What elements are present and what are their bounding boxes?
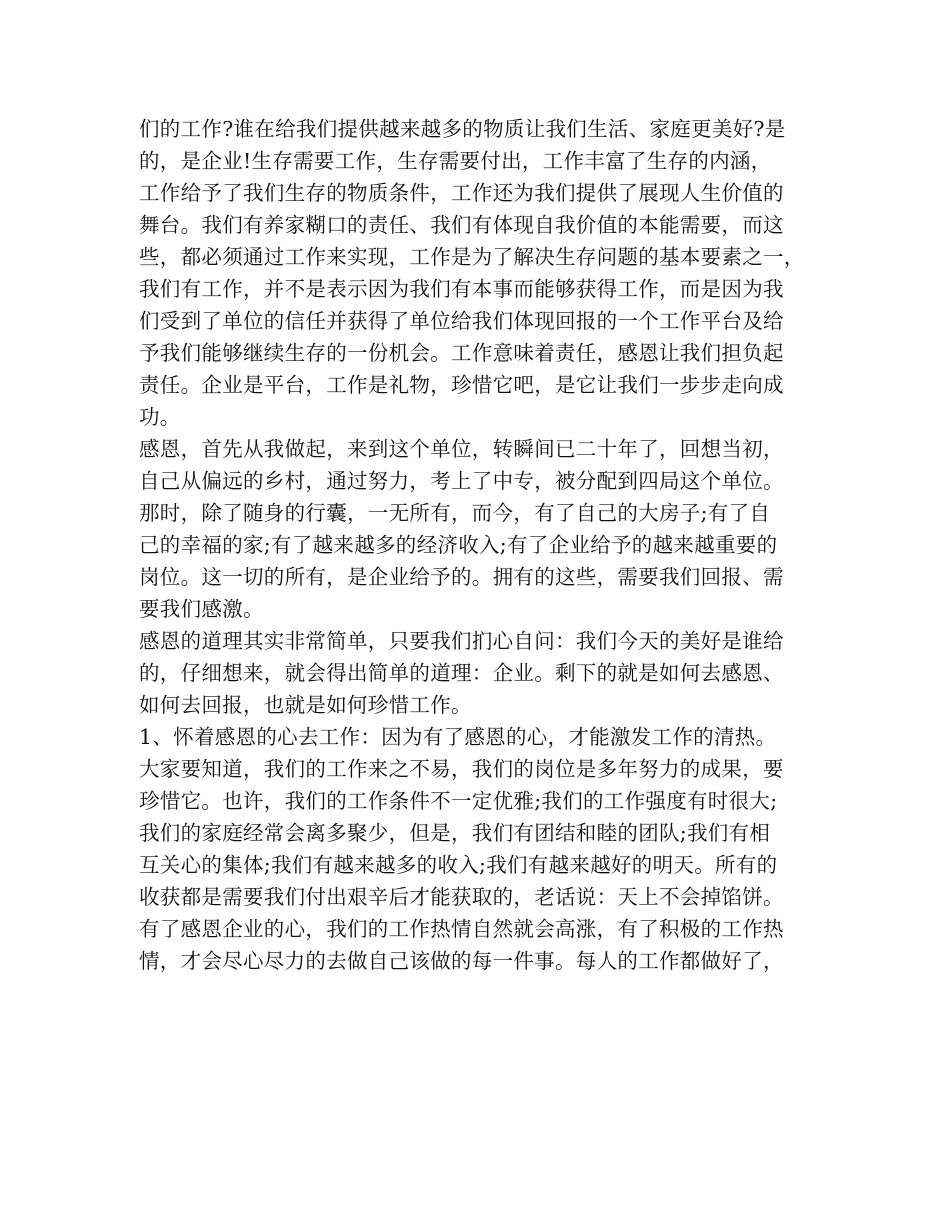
text-line: 珍惜它。也许，我们的工作条件不一定优雅;我们的工作强度有时很大; (139, 789, 778, 813)
text-line: 些，都必须通过工作来实现，工作是为了解决生存问题的基本要素之一， (139, 245, 805, 269)
text-line: 1、怀着感恩的心去工作：因为有了感恩的心，才能激发工作的清热。 (139, 725, 777, 749)
text-line: 感恩，首先从我做起，来到这个单位，转瞬间已二十年了，回想当初， (139, 437, 784, 461)
text-line: 的，仔细想来，就会得出简单的道理：企业。剩下的就是如何去感恩、 (139, 661, 784, 685)
text-line: 感恩的道理其实非常简单，只要我们扪心自问：我们今天的美好是谁给 (139, 629, 784, 653)
text-line: 互关心的集体;我们有越来越多的收入;我们有越来越好的明天。所有的 (139, 853, 778, 877)
text-line: 收获都是需要我们付出艰辛后才能获取的，老话说：天上不会掉馅饼。 (139, 885, 784, 909)
text-line: 我们有工作，并不是表示因为我们有本事而能够获得工作，而是因为我 (139, 277, 784, 301)
text-line: 的，是企业!生存需要工作，生存需要付出，工作丰富了生存的内涵， (139, 149, 772, 173)
text-line: 要我们感激。 (139, 597, 264, 621)
text-line: 己的幸福的家;有了越来越多的经济收入;有了企业给予的越来越重要的 (139, 533, 778, 557)
text-line: 如何去回报，也就是如何珍惜工作。 (139, 693, 472, 717)
text-line: 我们的家庭经常会离多聚少，但是，我们有团结和睦的团队;我们有相 (139, 821, 771, 845)
text-line: 大家要知道，我们的工作来之不易，我们的岗位是多年努力的成果，要 (139, 757, 784, 781)
text-line: 们受到了单位的信任并获得了单位给我们体现回报的一个工作平台及给 (139, 309, 784, 333)
text-line: 予我们能够继续生存的一份机会。工作意味着责任，感恩让我们担负起 (139, 341, 784, 365)
text-line: 自己从偏远的乡村，通过努力，考上了中专，被分配到四局这个单位。 (139, 469, 784, 493)
text-line: 功。 (139, 405, 181, 429)
text-line: 舞台。我们有养家糊口的责任、我们有体现自我价值的本能需要，而这 (139, 213, 784, 237)
text-line: 那时，除了随身的行囊，一无所有，而今，有了自己的大房子;有了自 (139, 501, 771, 525)
body-text (139, 113, 819, 977)
text-line: 情，才会尽心尽力的去做自己该做的每一件事。每人的工作都做好了， (139, 949, 784, 973)
text-line: 责任。企业是平台，工作是礼物，珍惜它吧，是它让我们一步步走向成 (139, 373, 784, 397)
text-line: 岗位。这一切的所有，是企业给予的。拥有的这些，需要我们回报、需 (139, 565, 784, 589)
text-line: 工作给予了我们生存的物质条件，工作还为我们提供了展现人生价值的 (139, 181, 784, 205)
text-line: 有了感恩企业的心，我们的工作热情自然就会高涨，有了积极的工作热 (139, 917, 784, 941)
text-line: 们的工作?谁在给我们提供越来越多的物质让我们生活、家庭更美好?是 (139, 117, 786, 141)
